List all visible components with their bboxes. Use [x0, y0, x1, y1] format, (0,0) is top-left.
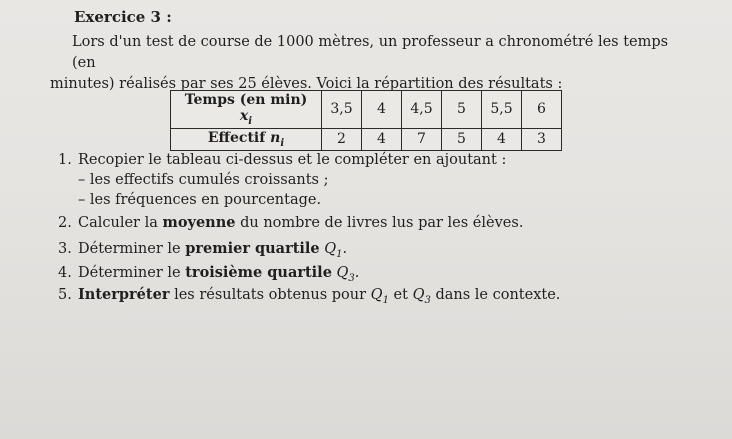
counts-header: Effectif $n_i$: [171, 128, 322, 150]
question-1: 1. Recopier le tableau ci-dessus et le compléter en ajoutant :: [58, 152, 507, 168]
table-cell: 5: [442, 91, 482, 129]
table-row-counts: [171, 128, 562, 150]
table-cell: 6: [522, 91, 562, 129]
table-cell: 4: [362, 91, 402, 129]
table-cell: 5: [442, 128, 482, 150]
intro-line-1: Lors d'un test de course de 1000 mètres, un professeur a chronométré les temps (en: [72, 34, 669, 71]
question-1-sub-1: – les effectifs cumulés croissants ;: [78, 172, 329, 188]
question-5: 5. Interpréter les résultats obtenus pour $Q_1$ et $Q_3$ dans le contexte.: [58, 286, 561, 306]
results-table: [170, 90, 562, 151]
table-cell: 7: [402, 128, 442, 150]
question-3: 3. Déterminer le premier quartile $Q_1$.: [58, 240, 348, 260]
table-cell: 2: [322, 128, 362, 150]
table-cell: 3: [522, 128, 562, 150]
table-cell: 3,5: [322, 91, 362, 129]
question-4: 4. Déterminer le troisième quartile $Q_3$.: [58, 264, 360, 284]
table-cell: 4,5: [402, 91, 442, 129]
intro-line-2: minutes) réalisés par ses 25 élèves. Voici la répartition des résultats :: [50, 76, 563, 92]
question-2: 2. Calculer la moyenne du nombre de livres lus par les élèves.: [58, 214, 524, 231]
exercise-title: Exercice 3 :: [74, 8, 172, 26]
table-cell: 5,5: [482, 91, 522, 129]
table-row-times: [171, 91, 562, 129]
times-header: Temps (en min) $x_i$: [171, 91, 322, 129]
table-cell: 4: [362, 128, 402, 150]
intro-paragraph: [50, 32, 690, 95]
table-cell: 4: [482, 128, 522, 150]
question-1-sub-2: – les fréquences en pourcentage.: [78, 192, 322, 208]
